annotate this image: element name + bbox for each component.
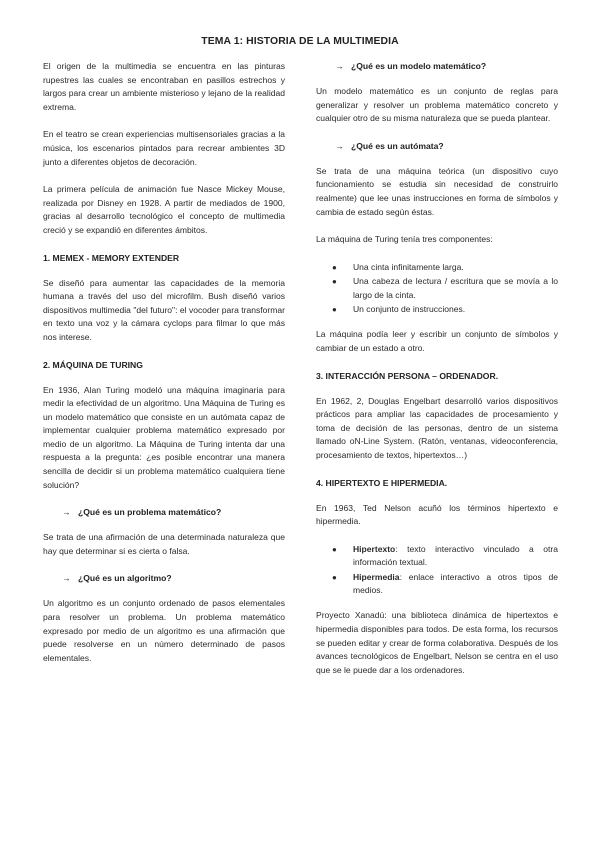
terms-list	[316, 543, 558, 598]
question-modelo	[316, 60, 558, 73]
nelson-paragraph: En 1963, Ted Nelson acuñó los términos hipertexto e hipermedia.	[316, 502, 558, 527]
question-algoritmo-text: ¿Qué es un algoritmo?	[78, 573, 172, 584]
arrow-right-icon: →	[335, 61, 344, 71]
left-column	[43, 60, 285, 679]
question-automata	[316, 140, 558, 153]
list-item: ● Hipermedia: enlace interactivo a otros tipos de medios.	[332, 571, 558, 595]
components-intro: La máquina de Turing tenía tres componentes:	[316, 234, 493, 245]
question-problema	[43, 506, 285, 519]
list-item: ● Una cabeza de lectura / escritura que se movía a lo largo de la cinta.	[332, 276, 558, 300]
intro-paragraph-2: En el teatro se crean experiencias multisensoriales gracias a la música, los escenarios pintados para recrear ambientes 3D junto a diferentes objetos de decoración.	[43, 129, 285, 167]
section-heading-turing: 2. MÁQUINA DE TURING	[43, 359, 143, 370]
xanadu-paragraph: Proyecto Xanadú: una biblioteca dinámica de hipertextos e hipermedia disponibles para todos. De esta forma, los recursos se pueden editar y crear de forma colaborativa. Después de los avances tecnológicos de Engelbart, Nelson se centra en el uso que se le puede dar a los ordenadores.	[316, 610, 558, 675]
bullet-icon: ●	[332, 572, 337, 582]
arrow-right-icon: →	[62, 573, 71, 584]
right-column	[316, 60, 558, 691]
page-title: TEMA 1: HISTORIA DE LA MULTIMEDIA	[201, 36, 399, 47]
list-item: ● Hipertexto: texto interactivo vinculado a otra información textual.	[332, 543, 558, 568]
arrow-right-icon: →	[62, 507, 71, 518]
bullet-icon: ●	[332, 304, 337, 314]
algoritmo-paragraph: Un algoritmo es un conjunto ordenado de pasos elementales para resolver un problema. Un problema matemático expresado por medio de un algoritmo es una afirmación que puede resolverse en un número determinado de pasos elementales.	[43, 598, 285, 663]
bullet-icon: ●	[332, 262, 337, 272]
engelbart-paragraph: En 1962, 2, Douglas Engelbart desarrolló varios dispositivos prácticos para ampliar las capacidades de procesamiento y toma de decisión de las personas, dentro de un sistema llamado oN-Line System. (Ratón, ventanas, videoconferencia, procesamiento de textos, hipertextos…)	[316, 395, 558, 460]
modelo-paragraph: Un modelo matemático es un conjunto de reglas para generalizar y resolver un problema matemático concreto y cualquier otro de su misma naturaleza que se pueda plantear.	[316, 86, 558, 124]
bullet-icon: ●	[332, 277, 337, 287]
list-item: ● Un conjunto de instrucciones.	[332, 303, 558, 316]
question-problema-text: ¿Qué es un problema matemático?	[78, 507, 222, 518]
components-list	[316, 261, 558, 317]
term-hipertexto: Hipertexto	[353, 543, 396, 554]
arrow-right-icon: →	[335, 140, 344, 151]
list-item: ● Una cinta infinitamente larga.	[332, 261, 558, 274]
question-algoritmo	[43, 572, 285, 585]
machine-paragraph: La máquina podía leer y escribir un conjunto de símbolos y cambiar de un estado a otro.	[316, 329, 558, 353]
section-heading-interaccion: 3. INTERACCIÓN PERSONA – ORDENADOR.	[316, 370, 499, 381]
term-hipermedia: Hipermedia	[353, 571, 400, 582]
problema-paragraph: Se trata de una afirmación de una determinada naturaleza que hay que determinar si es cierta o falsa.	[43, 532, 285, 556]
intro-paragraph-1: El origen de la multimedia se encuentra en las pinturas rupestres las cuales se encontraban en pasillos estrechos y largos para crear un ambiente misterioso y lejano de la realidad extrema.	[43, 61, 285, 112]
automata-paragraph: Se trata de una máquina teórica (un dispositivo cuyo funcionamiento se estudia sin necesidad de construirlo realmente) que lee unas instrucciones en forma de símbolos y cambia de estado según éstas.	[316, 165, 558, 217]
question-automata-text: ¿Qué es un autómata?	[351, 140, 444, 151]
bullet-icon: ●	[332, 544, 337, 554]
memex-paragraph: Se diseñó para aumentar las capacidades de la memoria humana a través del uso del microfilm. Bush diseñó varios dispositivos multimedia "del futuro": el vocoder para transformar en texto una voz y la cámara cyclops para filmar lo que más nos interese.	[43, 277, 285, 342]
section-heading-hipertexto: 4. HIPERTEXTO E HIPERMEDIA.	[316, 477, 448, 488]
turing-paragraph: En 1936, Alan Turing modeló una máquina imaginaria para medir la efectividad de un algoritmo. Una Máquina de Turing es un modelo matemático que consiste en un autómata capaz de implementar cualquier problema matemático expresado por medio de un algoritmo. La Máquina de Turing intenta dar una respuesta a la pregunta: ¿es posible encontrar una manera sencilla de decidir si un problema matemático cualquiera tiene solución?	[43, 384, 285, 490]
intro-paragraph-3: La primera película de animación fue Nasce Mickey Mouse, realizada por Disney en 1928. A partir de mediados de 1900, gracias al desarrollo tecnológico el concepto de multimedia creció y se expandió en diferentes ámbitos.	[43, 184, 285, 235]
question-modelo-text: ¿Qué es un modelo matemático?	[351, 61, 487, 71]
section-heading-memex: 1. MEMEX - MEMORY EXTENDER	[43, 252, 180, 263]
